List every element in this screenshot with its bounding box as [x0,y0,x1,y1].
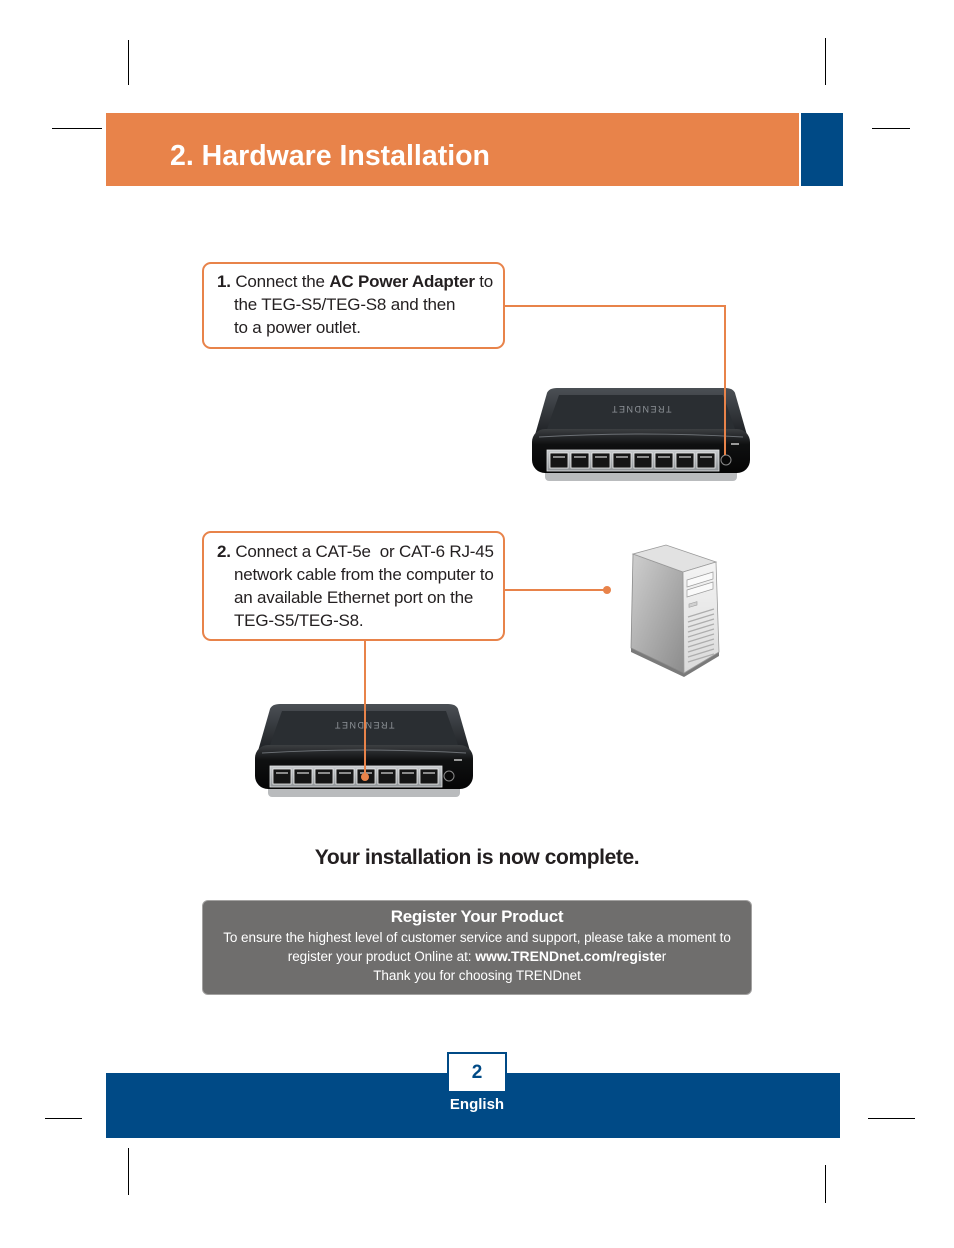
port-connector-dot [361,773,369,781]
step-2-line-4: TEG-S5/TEG-S8. [234,611,364,630]
register-line-1: To ensure the highest level of customer service and support, please take a moment to [223,930,731,945]
network-switch-icon [532,388,750,481]
language-label: English [449,1096,505,1113]
completion-message: Your installation is now complete. [314,846,640,869]
step-1-callout [202,262,505,349]
step-2-line-1 [217,540,503,563]
register-url-tail: r [661,949,667,964]
step-2-callout [202,531,505,641]
section-title: 2. Hardware Installation [170,140,490,172]
register-title: Register Your Product [390,907,564,926]
step-1-number: 1. [217,272,231,291]
step-2-line-3: an available Ethernet port on the [234,588,474,607]
register-product-panel [202,900,752,995]
register-line-2 [203,947,751,966]
step-1-line-3: to a power outlet. [234,318,361,337]
step-2-number: 2. [217,542,231,561]
step-1-highlight: AC Power Adapter [329,272,475,291]
step-2-text: Connect a CAT-5e or CAT-6 RJ-45 [235,542,494,561]
register-url: www.TRENDnet.com/registe [475,948,662,964]
computer-tower-icon [631,545,719,677]
step-1-text: Connect the [235,272,325,291]
switch-illustration-1 [532,388,750,481]
switch-logo: TRENDNET [610,404,672,414]
step-2-line-2: network cable from the computer to [234,565,494,584]
step-1-line-2: the TEG-S5/TEG-S8 and then [234,295,456,314]
register-text: register your product Online at: [287,949,472,964]
register-line-3: Thank you for choosing TRENDnet [373,968,581,983]
step-1-line-1 [217,270,503,293]
switch-logo: TRENDNET [333,720,395,730]
step-1-text: to [479,272,494,291]
page-number: 2 [447,1052,507,1093]
computer-connector-dot [603,586,611,594]
